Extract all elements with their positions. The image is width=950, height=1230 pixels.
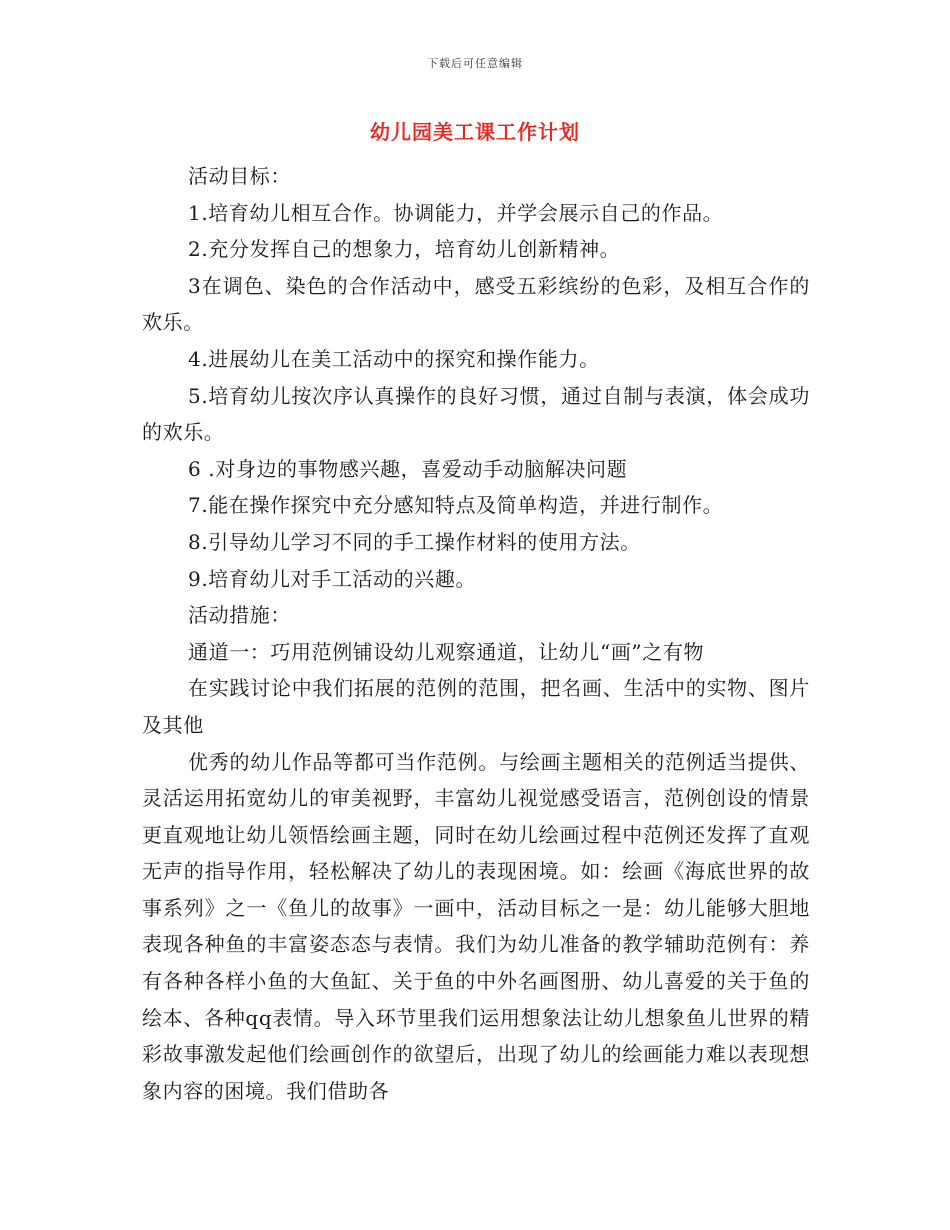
paragraph: 1.培育幼儿相互合作。协调能力，并学会展示自己的作品。 [188, 200, 724, 225]
document-body [142, 158, 810, 1109]
paragraph: 2.充分发挥自己的想象力，培育幼儿创新精神。 [188, 237, 621, 262]
paragraph: 6 .对身边的事物感兴趣，喜爱动手动脑解决问题 [188, 456, 628, 481]
paragraph: 4.进展幼儿在美工活动中的探究和操作能力。 [188, 346, 600, 371]
paragraph: 在实践讨论中我们拓展的范例的范围，把名画、生活中的实物、图片及其他 [142, 676, 810, 737]
document-title: 幼儿园美工课工作计划 [370, 120, 580, 144]
paragraph: 通道一：巧用范例铺设幼儿观察通道，让幼儿“画”之有物 [188, 639, 705, 664]
paragraph: 9.培育幼儿对手工活动的兴趣。 [188, 566, 477, 591]
paragraph: 优秀的幼儿作品等都可当作范例。与绘画主题相关的范例适当提供、灵活运用拓宽幼儿的审美视野，丰富幼儿视觉感受语言，范例创设的情景更直观地让幼儿领悟绘画主题，同时在幼儿绘画过程中范例还发挥了直观无声的指导作用，轻松解决了幼儿的表现困境。如：绘画《海底世界的故事系列》之一《鱼儿的故事》一画中，活动目标之一是：幼儿能够大胆地表现各种鱼的丰富姿态态与表情。我们为幼儿准备的教学辅助范例有：养有各种各样小鱼的大鱼缸、关于鱼的中外名画图册、幼儿喜爱的关于鱼的绘本、各种qq表情。导入环节里我们运用想象法让幼儿想象鱼儿世界的精彩故事激发起他们绘画创作的欲望后，出现了幼儿的绘画能力难以表现想象内容的困境。我们借助各 [142, 749, 810, 1103]
paragraph: 活动目标： [188, 164, 291, 188]
paragraph: 5.培育幼儿按次序认真操作的良好习惯，通过自制与表演，体会成功的欢乐。 [142, 383, 810, 445]
header-note: 下载后可任意编辑 [427, 57, 523, 70]
paragraph: 8.引导幼儿学习不同的手工操作材料的使用方法。 [188, 529, 641, 554]
paragraph: 7.能在操作探究中充分感知特点及简单构造，并进行制作。 [188, 493, 724, 518]
paragraph: 3在调色、染色的合作活动中，感受五彩缤纷的色彩，及相互合作的欢乐。 [142, 273, 810, 335]
paragraph: 活动措施： [188, 603, 291, 628]
